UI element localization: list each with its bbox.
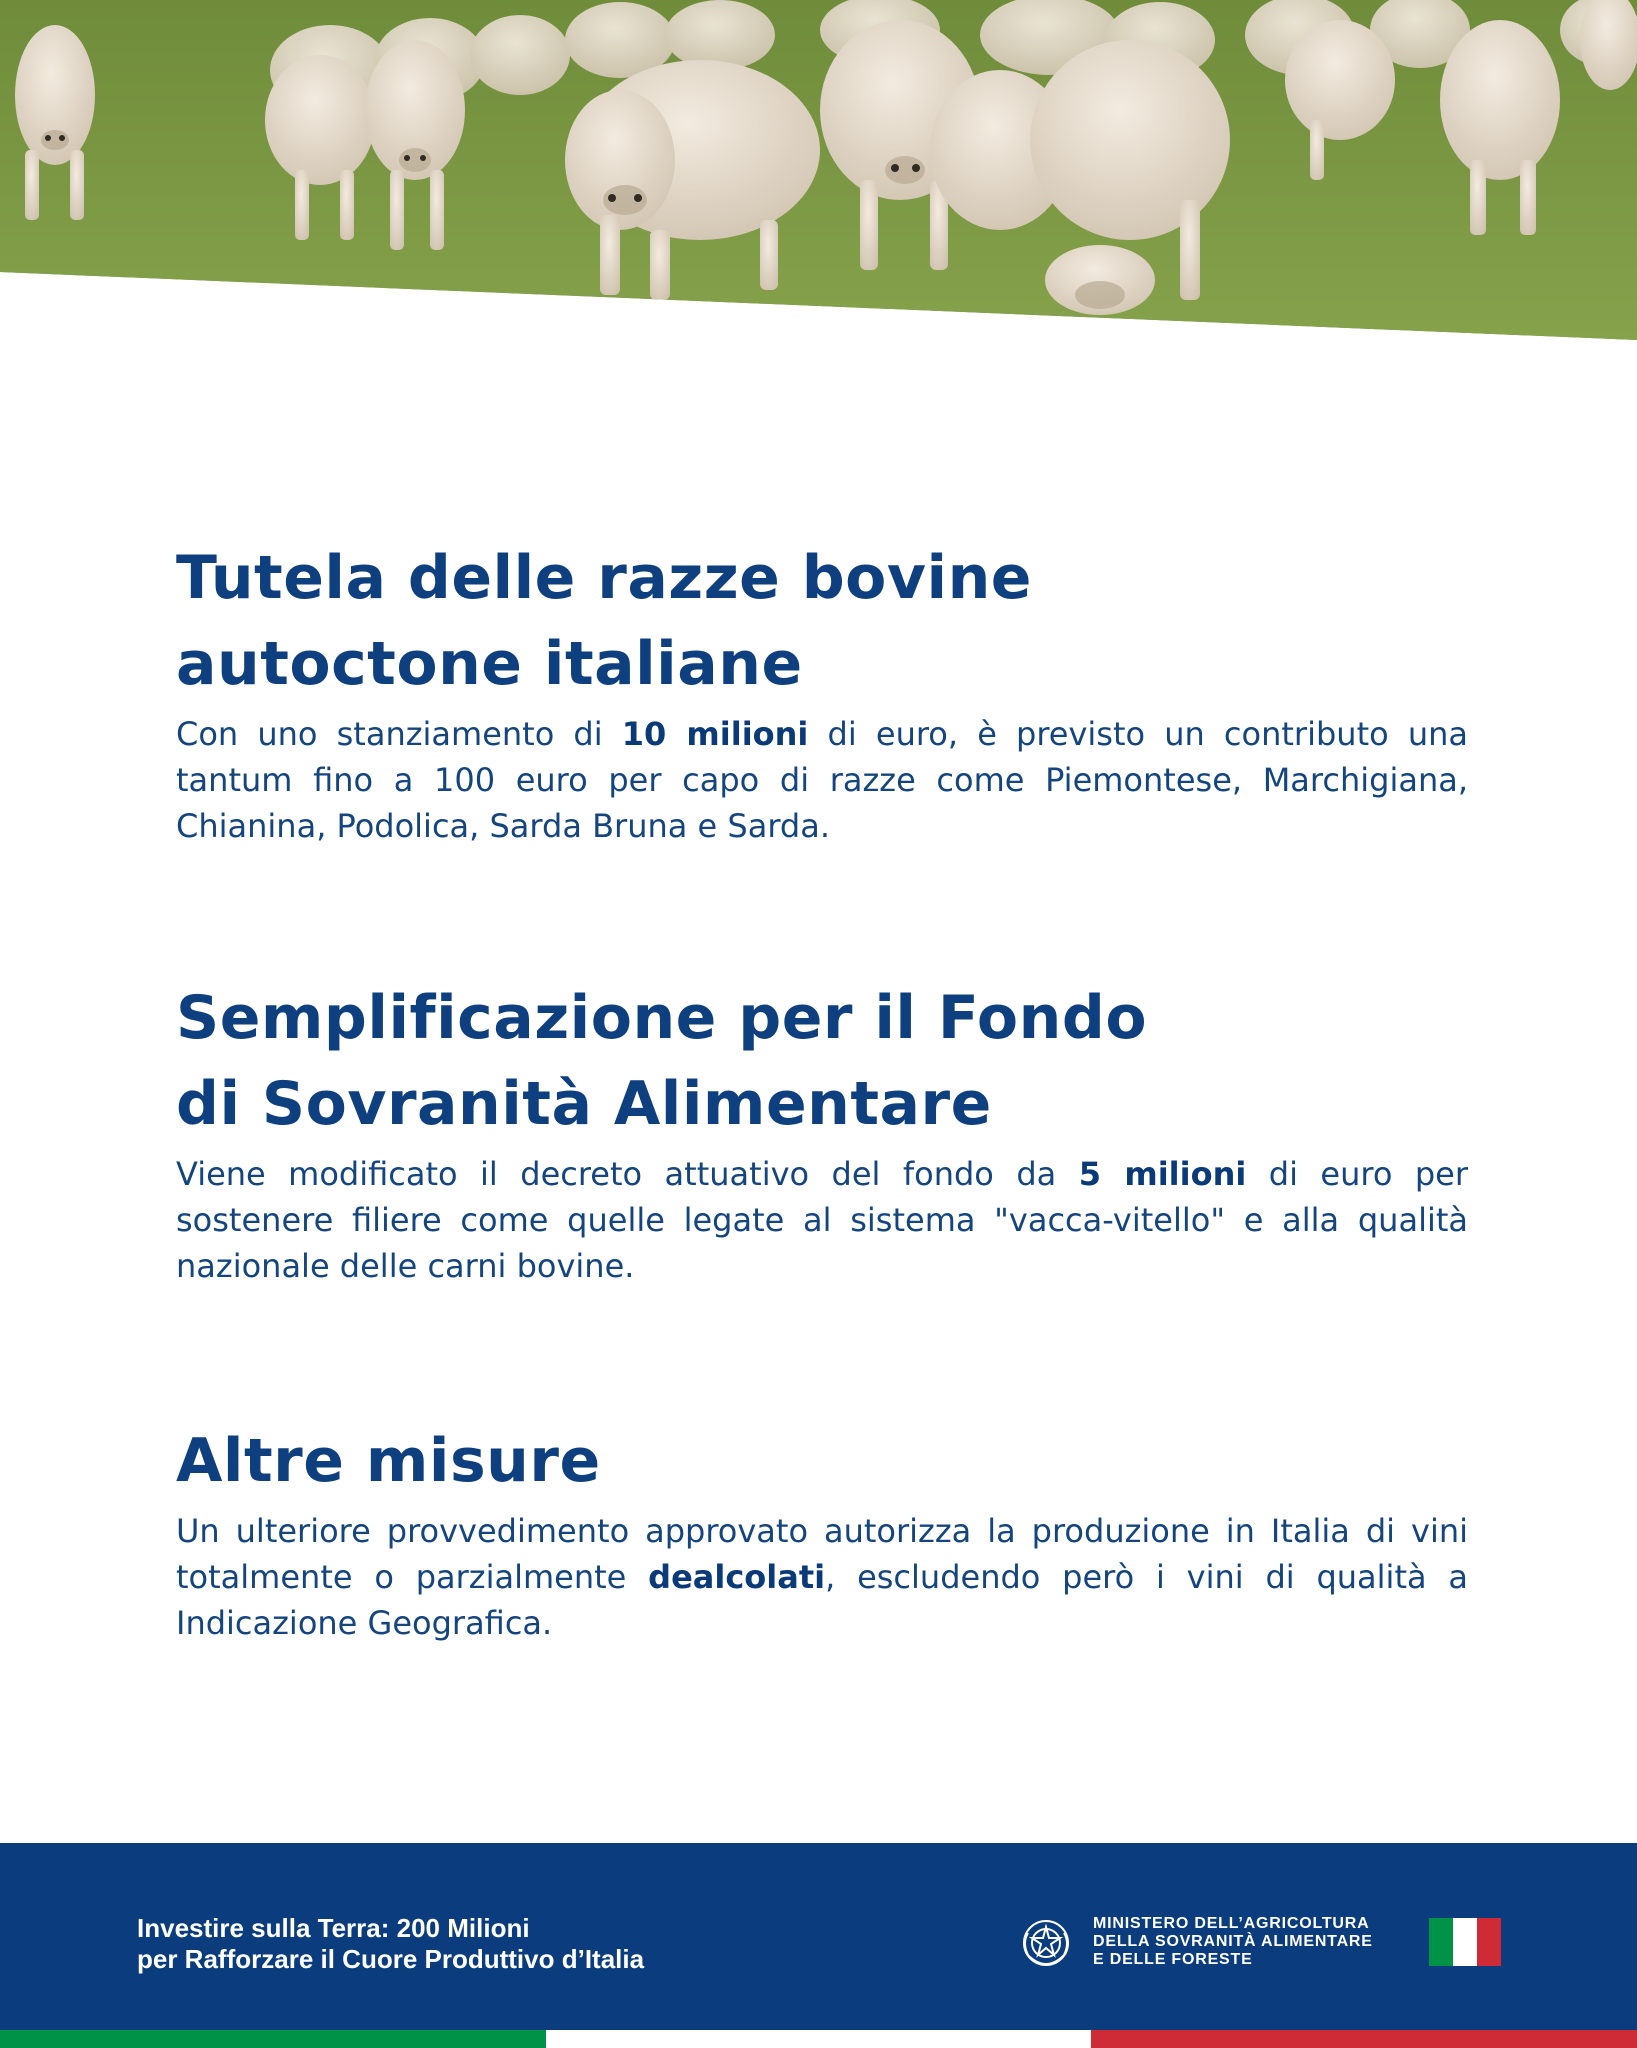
body-highlight: 10 milioni bbox=[621, 715, 809, 753]
stripe-white bbox=[546, 2030, 1092, 2048]
section-title-line: Altre misure bbox=[176, 1426, 601, 1496]
body-text: Un ulteriore provvedimento approvato autorizza la produzione in Italia di vini totalmente o parzialmente bbox=[176, 1512, 1468, 1596]
italian-republic-emblem-icon bbox=[1018, 1913, 1074, 1975]
footer-bar bbox=[0, 1843, 1637, 2030]
tagline-line: Investire sulla Terra: 200 Milioni bbox=[137, 1913, 530, 1943]
body-text: , escludendo però i vini di qualità a Indicazione Geografica. bbox=[176, 1558, 1469, 1642]
body-text: Viene modificato il decreto attuativo del fondo da bbox=[176, 1155, 1079, 1193]
section-title-line: di Sovranità Alimentare bbox=[176, 1069, 992, 1139]
section-title bbox=[176, 975, 1468, 1147]
flag-red bbox=[1477, 1918, 1501, 1966]
cattle-herd-illustration bbox=[0, 0, 1637, 340]
section-body bbox=[176, 1151, 1468, 1289]
section-title bbox=[176, 535, 1468, 707]
stripe-red bbox=[1091, 2030, 1637, 2048]
footer-tagline bbox=[137, 1913, 644, 1975]
body-highlight: 5 milioni bbox=[1078, 1155, 1247, 1193]
body-text: di euro per sostenere filiere come quelle legate al sistema "vacca-vitello" e alla qualità nazionale delle carni bovine. bbox=[176, 1155, 1469, 1285]
tagline-line: per Rafforzare il Cuore Produttivo d’Italia bbox=[137, 1944, 645, 1974]
italian-flag bbox=[1429, 1918, 1501, 1966]
body-text: Con uno stanziamento di bbox=[176, 715, 622, 753]
section-altre-misure bbox=[176, 1418, 1468, 1646]
ministry-line: DELLA SOVRANITÀ ALIMENTARE bbox=[1093, 1933, 1373, 1950]
section-title-line: Semplificazione per il Fondo bbox=[176, 983, 1148, 1053]
ministry-name bbox=[1093, 1915, 1373, 1969]
ministry-line: E DELLE FORESTE bbox=[1093, 1951, 1253, 1968]
section-title-line: autoctone italiane bbox=[176, 629, 803, 699]
section-title-line: Tutela delle razze bovine bbox=[176, 543, 1032, 613]
section-fondo-sovranita bbox=[176, 975, 1468, 1289]
ministry-line: MINISTERO DELL’AGRICOLTURA bbox=[1093, 1915, 1370, 1932]
body-highlight: dealcolati bbox=[648, 1558, 826, 1596]
flag-white bbox=[1453, 1918, 1477, 1966]
section-title bbox=[176, 1418, 1468, 1504]
body-text: di euro, è previsto un contributo una tantum fino a 100 euro per capo di razze come Piemontese, Marchigiana, Chianina, Podolica, Sarda Bruna e Sarda. bbox=[176, 715, 1469, 845]
section-body bbox=[176, 711, 1468, 849]
hero-photo bbox=[0, 0, 1637, 340]
tricolor-stripe bbox=[0, 2030, 1637, 2048]
stripe-green bbox=[0, 2030, 546, 2048]
flag-green bbox=[1429, 1918, 1453, 1966]
section-body bbox=[176, 1508, 1468, 1646]
section-razze-bovine bbox=[176, 535, 1468, 849]
